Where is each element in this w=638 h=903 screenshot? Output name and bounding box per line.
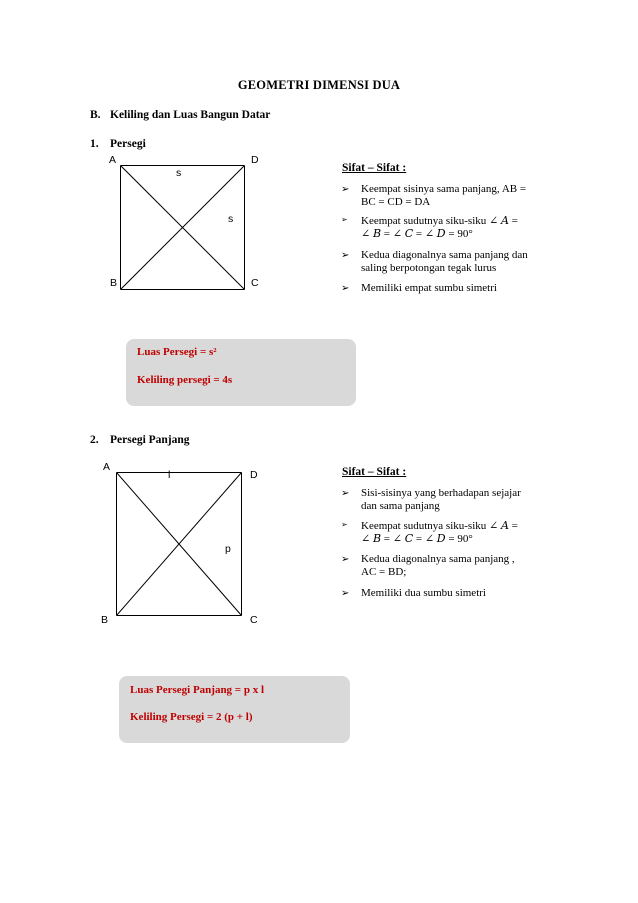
square-vertex-c: C bbox=[251, 277, 259, 289]
rectangle-property-4: ➢ Memiliki dua sumbu simetri bbox=[341, 587, 486, 599]
square-sifat-title: Sifat – Sifat : bbox=[342, 162, 407, 174]
square-property-1: ➢ Keempat sisinya sama panjang, AB = BC = CD = DA bbox=[341, 183, 527, 208]
rectangle-area-formula: Luas Persegi Panjang = p x l bbox=[130, 684, 264, 696]
section-heading: Keliling dan Luas Bangun Datar bbox=[110, 109, 271, 121]
square-property-2: ➢ Keempat sudutnya siku-siku ∠ 𝐴 = ∠ 𝐵 = ∠ 𝐶 = ∠ 𝐷 = 90° bbox=[341, 215, 518, 240]
rectangle-sifat-title: Sifat – Sifat : bbox=[342, 466, 407, 478]
rectangle-side-label-right: p bbox=[225, 543, 231, 555]
rectangle-side-label-top: l bbox=[168, 469, 171, 481]
square-area-formula: Luas Persegi = s² bbox=[137, 346, 217, 358]
square-perimeter-formula: Keliling persegi = 4s bbox=[137, 374, 233, 386]
square-diagram bbox=[120, 165, 245, 290]
rectangle-vertex-a: A bbox=[103, 461, 111, 473]
rectangle-diagram bbox=[116, 472, 242, 616]
rectangle-vertex-d: D bbox=[250, 469, 258, 481]
square-vertex-b: B bbox=[110, 277, 118, 289]
arrow-bullet-icon: ➢ bbox=[341, 520, 348, 529]
square-vertex-a: A bbox=[109, 154, 117, 166]
square-property-4: ➢ Memiliki empat sumbu simetri bbox=[341, 282, 497, 294]
rectangle-vertex-c: C bbox=[250, 614, 258, 626]
rectangle-property-1: ➢ Sisi-sisinya yang berhadapan sejajar dan sama panjang bbox=[341, 487, 521, 512]
page-title: GEOMETRI DIMENSI DUA bbox=[237, 78, 401, 92]
square-property-3: ➢ Kedua diagonalnya sama panjang dan saling berpotongan tegak lurus bbox=[341, 249, 528, 274]
rectangle-perimeter-formula: Keliling Persegi = 2 (p + l) bbox=[130, 711, 253, 723]
square-side-label-top: s bbox=[176, 167, 182, 179]
rectangle-property-3: ➢ Kedua diagonalnya sama panjang , AC = BD; bbox=[341, 553, 515, 578]
arrow-bullet-icon: ➢ bbox=[341, 588, 350, 599]
arrow-bullet-icon: ➢ bbox=[341, 554, 350, 565]
arrow-bullet-icon: ➢ bbox=[341, 215, 348, 224]
square-heading: Persegi bbox=[110, 138, 146, 150]
square-number: 1. bbox=[90, 138, 99, 150]
rectangle-property-2: ➢ Keempat sudutnya siku-siku ∠ 𝐴 = ∠ 𝐵 = ∠ 𝐶 = ∠ 𝐷 = 90° bbox=[341, 520, 518, 545]
rectangle-heading: Persegi Panjang bbox=[110, 434, 190, 446]
section-label: B. bbox=[90, 109, 101, 121]
arrow-bullet-icon: ➢ bbox=[341, 283, 350, 294]
rectangle-vertex-b: B bbox=[101, 614, 109, 626]
square-side-label-right: s bbox=[228, 213, 234, 225]
square-vertex-d: D bbox=[251, 154, 259, 166]
arrow-bullet-icon: ➢ bbox=[341, 250, 350, 261]
arrow-bullet-icon: ➢ bbox=[341, 184, 350, 195]
arrow-bullet-icon: ➢ bbox=[341, 488, 350, 499]
rectangle-number: 2. bbox=[90, 434, 99, 446]
